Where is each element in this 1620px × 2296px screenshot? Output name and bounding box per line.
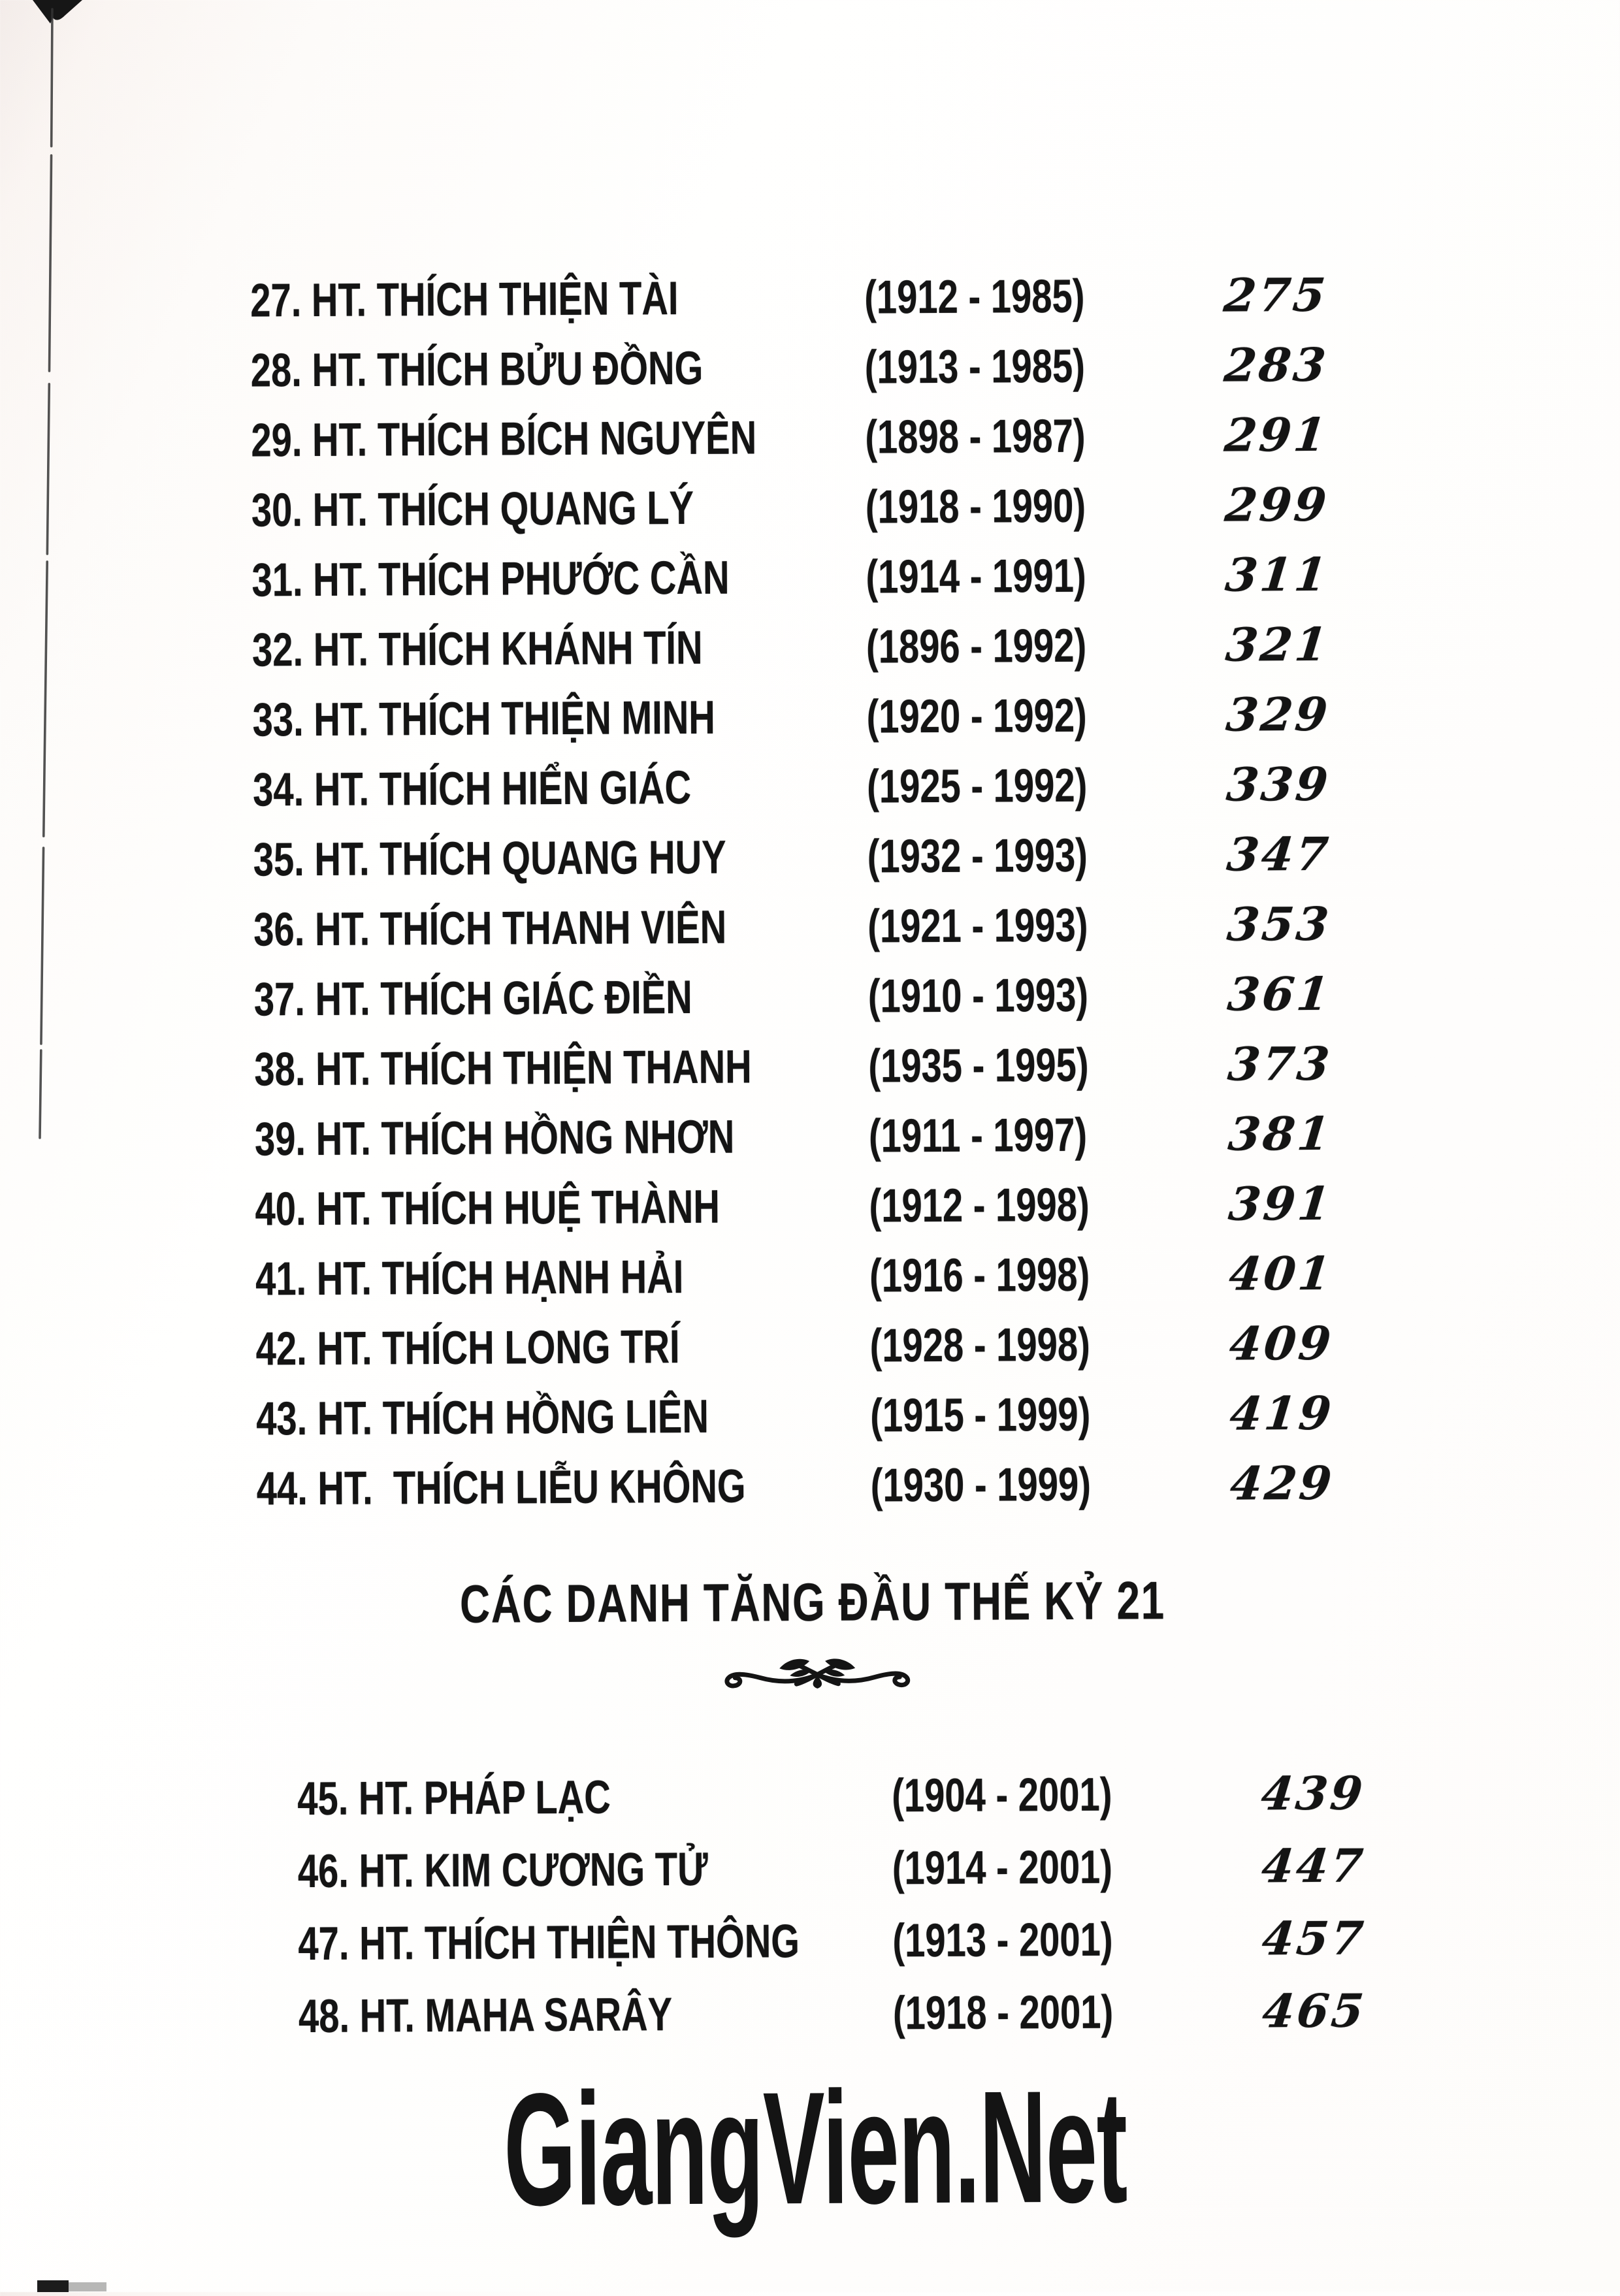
entry-years: (1910 - 1993) [867, 969, 1089, 1023]
toc-entry-row [253, 819, 1335, 895]
toc-entry-row [251, 330, 1333, 406]
entry-years: (1918 - 2001) [892, 1986, 1114, 2039]
toc-entry-row [256, 1448, 1338, 1524]
entry-number-and-name: 33. HT. THÍCH THIỆN MINH [252, 691, 716, 746]
toc-entry-row [256, 1378, 1338, 1454]
entry-years: (1912 - 1998) [869, 1178, 1090, 1233]
entry-page-number: 419 [1227, 1385, 1336, 1441]
toc-entry-row [251, 540, 1333, 615]
entry-number-and-name: 35. HT. THÍCH QUANG HUY [253, 831, 726, 886]
entry-page-number: 373 [1225, 1036, 1335, 1091]
entry-years: (1921 - 1993) [867, 899, 1088, 953]
toc-entry-row [255, 1308, 1337, 1384]
toc-entry-row [299, 1975, 1370, 2053]
entry-number-and-name: 40. HT. THÍCH HUỆ THÀNH [255, 1180, 721, 1235]
entry-years: (1930 - 1999) [870, 1458, 1092, 1512]
entry-number-and-name: 37. HT. THÍCH GIÁC ĐIỀN [253, 971, 692, 1026]
entry-number-and-name: 36. HT. THÍCH THANH VIÊN [253, 901, 727, 956]
entry-page-number: 275 [1221, 267, 1331, 323]
entry-page-number: 353 [1224, 896, 1334, 952]
entry-number-and-name: 29. HT. THÍCH BÍCH NGUYÊN [251, 411, 757, 466]
section-header-text: CÁC DANH TĂNG ĐẦU THẾ KỶ 21 [459, 1571, 1165, 1634]
entry-page-number: 457 [1259, 1911, 1369, 1966]
entry-number-and-name: 41. HT. THÍCH HẠNH HẢI [255, 1250, 684, 1305]
entry-years: (1913 - 1985) [864, 340, 1086, 394]
toc-entry-row [251, 470, 1333, 545]
entry-number-and-name: 38. HT. THÍCH THIỆN THANH [254, 1040, 752, 1095]
entry-years: (1914 - 1991) [866, 549, 1086, 604]
entry-page-number: 283 [1222, 337, 1331, 393]
entry-page-number: 447 [1259, 1838, 1368, 1894]
entry-years: (1918 - 1990) [865, 479, 1086, 534]
entry-page-number: 329 [1223, 687, 1333, 742]
entry-years: (1896 - 1992) [866, 619, 1087, 673]
entry-page-number: 361 [1225, 966, 1334, 1022]
entry-years: (1920 - 1992) [866, 689, 1087, 743]
toc-entry-row [250, 260, 1332, 336]
entry-number-and-name: 30. HT. THÍCH QUANG LÝ [251, 481, 694, 536]
toc-entry-row [298, 1830, 1370, 1908]
entry-years: (1928 - 1998) [869, 1318, 1091, 1372]
entry-page-number: 465 [1259, 1983, 1369, 2039]
entry-number-and-name: 31. HT. THÍCH PHƯỚC CẦN [251, 551, 730, 606]
entry-number-and-name: 44. HT. THÍCH LIỄU KHÔNG [256, 1460, 746, 1515]
entry-years: (1916 - 1998) [869, 1248, 1090, 1302]
toc-entry-row [255, 1169, 1336, 1244]
toc-entry-row [255, 1238, 1337, 1314]
entry-number-and-name: 42. HT. THÍCH LONG TRÍ [255, 1320, 680, 1375]
toc-entry-row [254, 959, 1336, 1035]
section-header [2, 1562, 1620, 1643]
toc-entry-row [255, 1099, 1336, 1174]
entry-page-number: 321 [1223, 617, 1333, 672]
toc-entry-row [252, 609, 1334, 685]
entry-number-and-name: 47. HT. THÍCH THIỆN THÔNG [298, 1915, 800, 1970]
entry-number-and-name: 27. HT. THÍCH THIỆN TÀI [250, 272, 679, 327]
entry-page-number: 409 [1227, 1316, 1336, 1371]
entry-page-number: 299 [1222, 477, 1332, 532]
toc-entry-row [253, 749, 1335, 825]
entry-years: (1912 - 1985) [864, 270, 1085, 324]
entry-page-number: 401 [1226, 1246, 1336, 1301]
entry-page-number: 347 [1224, 826, 1333, 882]
entry-years: (1911 - 1997) [868, 1108, 1088, 1163]
entry-page-number: 391 [1226, 1176, 1335, 1231]
entry-number-and-name: 48. HT. MAHA SARÂY [298, 1988, 673, 2043]
entry-years: (1915 - 1999) [869, 1388, 1091, 1442]
toc-entry-row [298, 1902, 1370, 1981]
toc-entry-row [251, 400, 1333, 476]
toc-entry-row [297, 1757, 1369, 1835]
entry-years: (1932 - 1993) [867, 829, 1088, 883]
entry-page-number: 291 [1222, 407, 1331, 462]
toc-list-21st-century [297, 1757, 1370, 2053]
watermark-text: GiangVien.Net [503, 2056, 1127, 2239]
entry-number-and-name: 43. HT. THÍCH HỒNG LIÊN [255, 1390, 709, 1445]
entry-number-and-name: 28. HT. THÍCH BỬU ĐỒNG [250, 342, 704, 396]
watermark [5, 2058, 1620, 2237]
floral-divider-icon [719, 1648, 915, 1691]
entry-number-and-name: 34. HT. THÍCH HIỂN GIÁC [252, 761, 692, 816]
entry-years: (1904 - 2001) [892, 1768, 1112, 1822]
entry-years: (1914 - 2001) [892, 1841, 1113, 1894]
toc-entry-row [253, 889, 1335, 965]
entry-number-and-name: 46. HT. KIM CƯƠNG TỬ [297, 1843, 708, 1898]
entry-years: (1898 - 1987) [865, 410, 1086, 464]
entry-page-number: 429 [1227, 1455, 1336, 1511]
toc-list-20th-century [250, 260, 1338, 1524]
entry-page-number: 311 [1223, 547, 1332, 602]
entry-page-number: 381 [1225, 1106, 1335, 1161]
entry-years: (1935 - 1995) [868, 1039, 1089, 1093]
entry-number-and-name: 32. HT. THÍCH KHÁNH TÍN [251, 621, 703, 676]
entry-number-and-name: 45. HT. PHÁP LẠC [297, 1771, 611, 1825]
toc-entry-row [254, 1029, 1336, 1105]
entry-page-number: 339 [1223, 756, 1333, 812]
entry-page-number: 439 [1258, 1766, 1368, 1821]
toc-entry-row [252, 679, 1334, 755]
entry-years: (1913 - 2001) [892, 1913, 1113, 1967]
entry-number-and-name: 39. HT. THÍCH HỒNG NHƠN [254, 1110, 735, 1165]
entry-years: (1925 - 1992) [866, 759, 1088, 813]
